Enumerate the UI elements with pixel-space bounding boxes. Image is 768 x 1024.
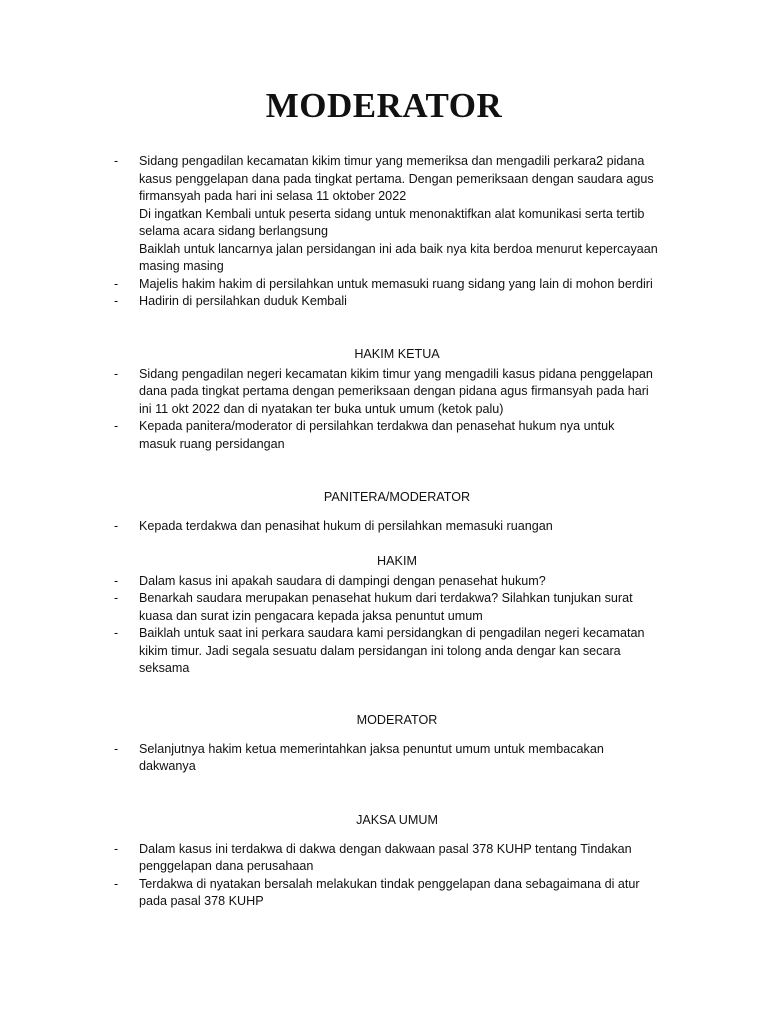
text-line: Kepada panitera/moderator di persilahkan terdakwa dan penasehat hukum nya untuk	[139, 419, 615, 433]
text-line: Hadirin di persilahkan duduk Kembali	[139, 294, 347, 308]
list-item	[112, 573, 682, 591]
text-line: seksama	[139, 661, 190, 675]
section-heading: PANITERA/MODERATOR	[323, 490, 471, 504]
text-line: Di ingatkan Kembali untuk peserta sidang untuk menonaktifkan alat komunikasi serta tertib	[139, 206, 645, 221]
section-hakim-ketua	[112, 346, 682, 453]
text-line: Sidang pengadilan kecamatan kikim timur yang memeriksa dan mengadili perkara2 pidana	[139, 154, 645, 168]
bullet-dash: -	[114, 626, 119, 640]
bullet-dash: -	[114, 294, 119, 308]
text-line: Dalam kasus ini terdakwa di dakwa dengan dakwaan pasal 378 KUHP tentang Tindakan	[139, 841, 632, 856]
list-item	[112, 590, 682, 625]
section-heading: JAKSA UMUM	[356, 813, 438, 827]
text-line: penggelapan dana perusahaan	[139, 859, 314, 873]
list-item	[112, 418, 682, 453]
text-line: Selanjutnya hakim ketua memerintahkan jaksa penuntut umum untuk membacakan	[139, 741, 604, 756]
list-item	[112, 841, 682, 876]
text-line: ini 11 okt 2022 dan di nyatakan ter buka untuk umum (ketok palu)	[139, 401, 504, 416]
text-line: Majelis hakim hakim di persilahkan untuk memasuki ruang sidang yang lain di mohon berdiri	[139, 276, 653, 291]
text-line: firmansyah pada hari ini selasa 11 oktober 2022	[139, 189, 407, 203]
text-line: Sidang pengadilan negeri kecamatan kikim timur yang mengadili kasus pidana penggelapan	[139, 366, 653, 381]
section-moderator	[112, 712, 682, 776]
section-hakim	[112, 553, 682, 678]
text-line: Baiklah untuk lancarnya jalan persidangan ini ada baik nya kita berdoa menurut kepercayaan	[139, 241, 658, 256]
list-item	[112, 741, 682, 776]
list-item	[112, 625, 682, 678]
bullet-dash: -	[114, 366, 119, 381]
bullet-list	[112, 366, 682, 454]
text-line: kikim timur. Jadi segala sesuatu dalam persidangan ini tolong anda dengar kan secara	[139, 643, 621, 658]
bullet-list	[112, 741, 682, 776]
bullet-list	[112, 841, 682, 911]
text-line: kuasa dan surat izin pengacara kepada jaksa penuntut umum	[139, 608, 483, 623]
bullet-dash: -	[114, 741, 119, 756]
text-line: Kepada terdakwa dan penasihat hukum di persilahkan memasuki ruangan	[139, 518, 553, 533]
list-item	[112, 366, 682, 419]
text-line: selama acara sidang berlangsung	[139, 224, 329, 238]
bullet-dash: -	[114, 591, 119, 605]
list-item	[112, 293, 682, 311]
text-line: Benarkah saudara merupakan penasehat hukum dari terdakwa? Silahkan tunjukan surat	[139, 591, 633, 605]
text-line: kasus penggelapan dana pada tingkat pertama. Dengan pemeriksaan dengan saudara agus	[139, 171, 654, 186]
text-line: dana pada tingkat pertama dengan pemeriksaan dengan pidana agus firmansyah pada hari	[139, 384, 649, 398]
bullet-list	[112, 518, 682, 536]
section-intro	[112, 153, 682, 311]
bullet-list	[112, 573, 682, 678]
list-item	[112, 276, 682, 294]
bullet-dash: -	[114, 419, 119, 433]
bullet-dash: -	[114, 154, 119, 168]
section-heading: MODERATOR	[356, 713, 438, 727]
document-title: MODERATOR	[265, 86, 503, 125]
bullet-dash: -	[114, 841, 119, 856]
bullet-dash: -	[114, 518, 119, 533]
bullet-dash: -	[114, 573, 119, 588]
text-line: Baiklah untuk saat ini perkara saudara kami persidangkan di pengadilan negeri kecamatan	[139, 626, 645, 640]
text-line: masuk ruang persidangan	[139, 436, 285, 451]
bullet-dash: -	[114, 276, 119, 291]
section-heading: HAKIM KETUA	[354, 347, 440, 361]
section-jaksa-umum	[112, 812, 682, 911]
text-line: Dalam kasus ini apakah saudara di dampingi dengan penasehat hukum?	[139, 573, 546, 588]
list-item	[112, 153, 682, 276]
text-line: masing masing	[139, 259, 224, 273]
list-item	[112, 876, 682, 911]
text-line: Terdakwa di nyatakan bersalah melakukan tindak penggelapan dana sebagaimana di atur	[139, 876, 640, 891]
section-heading: HAKIM	[377, 554, 417, 568]
bullet-dash: -	[114, 876, 119, 891]
text-line: dakwanya	[139, 759, 196, 773]
list-item	[112, 518, 682, 536]
section-panitera-moderator	[112, 489, 682, 535]
bullet-list	[112, 153, 682, 311]
text-line: pada pasal 378 KUHP	[139, 894, 264, 908]
